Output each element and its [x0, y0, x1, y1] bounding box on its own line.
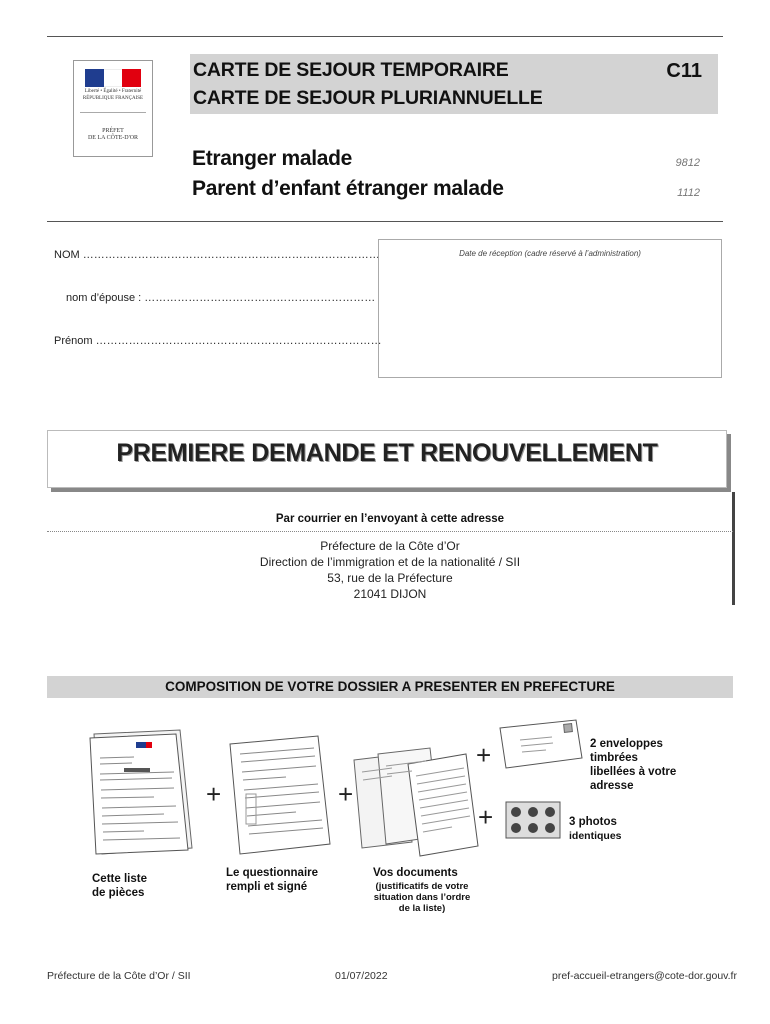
nom-field[interactable]: NOM ……………………………………………………………………… [54, 249, 380, 261]
documents-caption-2: situation dans l’ordre [373, 892, 471, 903]
footer-date: 01/07/2022 [335, 970, 388, 982]
premiere-demande-title: PREMIERE DEMANDE ET RENOUVELLEMENT [116, 439, 658, 467]
envelope-illustration [498, 718, 584, 770]
courrier-heading: Par courrier en l’envoyant à cette adresse [275, 513, 505, 525]
address-line-4: 21041 DIJON [353, 587, 427, 601]
logo-prefet: PRÉFET [102, 128, 124, 134]
logo-republic: RÉPUBLIQUE FRANÇAISE [82, 96, 144, 101]
logo-motto: Liberté • Égalité • Fraternité [84, 89, 142, 94]
subtitle-1-number: 9812 [675, 157, 700, 169]
premiere-demande-banner [47, 430, 727, 488]
plus-icon: + [206, 779, 222, 809]
reception-date-label: Date de réception (cadre réservé à l’administration) [459, 249, 641, 258]
dotted-divider [47, 531, 733, 532]
prenom-field[interactable]: Prénom …………………………………………………………………… [54, 335, 382, 347]
header-bottom-rule [47, 221, 723, 222]
address-line-3: 53, rue de la Préfecture [327, 571, 453, 585]
envelopes-caption-1: 2 enveloppes [590, 738, 663, 750]
photos-caption-1: 3 photos [569, 816, 617, 828]
plus-icon: + [338, 779, 354, 809]
prefet-logo [73, 60, 153, 157]
nom-epouse-field[interactable]: nom d’épouse : ……………………………………………………… [66, 292, 376, 304]
address-line-2: Direction de l’immigration et de la nationalité / SII [259, 555, 521, 569]
composition-band [47, 676, 733, 698]
top-rule [47, 36, 723, 37]
reception-date-box [378, 239, 722, 378]
subtitle-parent-enfant: Parent d’enfant étranger malade [192, 177, 504, 200]
envelopes-caption-2: timbrées [590, 752, 638, 764]
logo-divider [80, 112, 146, 113]
envelopes-caption-3: libellées à votre [590, 766, 677, 778]
form-code: C11 [666, 60, 702, 82]
documents-illustration [352, 746, 480, 858]
liste-caption-2: de pièces [92, 887, 145, 899]
subtitle-2-number: 1112 [677, 187, 700, 199]
address-line-1: Préfecture de la Côte d’Or [320, 539, 460, 553]
liste-pieces-illustration [84, 728, 200, 856]
subtitle-etranger-malade: Etranger malade [192, 147, 353, 170]
envelopes-caption-4: adresse [590, 780, 634, 792]
liste-caption-1: Cette liste [92, 873, 147, 885]
documents-caption-3: de la liste) [398, 903, 446, 914]
documents-caption-title: Vos documents [373, 867, 458, 879]
documents-caption-1: (justificatifs de votre [375, 881, 469, 892]
photos-caption-2: identiques [569, 830, 622, 842]
plus-icon: + [476, 740, 492, 770]
logo-department: DE LA CÔTE-D'OR [87, 135, 139, 141]
questionnaire-caption-2: rempli et signé [226, 881, 308, 893]
questionnaire-caption-1: Le questionnaire [226, 867, 319, 879]
plus-icon: + [478, 802, 494, 832]
footer-email: pref-accueil-etrangers@cote-dor.gouv.fr [552, 970, 737, 982]
photos-illustration [504, 800, 562, 840]
title-line-2: CARTE DE SEJOUR PLURIANNUELLE [193, 87, 543, 109]
title-line-1: CARTE DE SEJOUR TEMPORAIRE [193, 59, 509, 81]
composition-title: COMPOSITION DE VOTRE DOSSIER A PRESENTER EN PREFECTURE [165, 679, 615, 694]
footer-left: Préfecture de la Côte d’Or / SII [47, 970, 191, 982]
marianne-flag-icon [85, 69, 141, 87]
questionnaire-illustration [226, 734, 336, 858]
